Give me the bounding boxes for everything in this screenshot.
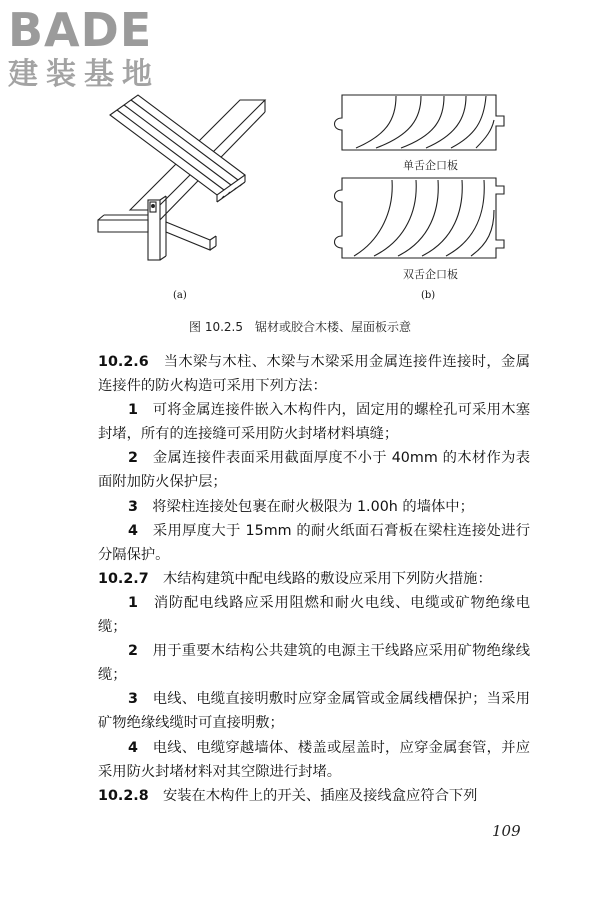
list-item: 3 将梁柱连接处包裹在耐火极限为 1.00h 的墙体中； [128, 498, 474, 515]
figure-b-board-profiles [326, 90, 516, 290]
list-item: 1 消防配电线路应采用阻燃和耐火电线、电缆或矿物绝缘电缆； [98, 594, 530, 636]
list-item: 4 电线、电缆穿越墙体、楼盖或屋盖时，应穿金属套管，并应采用防火封堵材料对其空隙进行封堵。 [98, 739, 531, 780]
figure-a-label: (a) [173, 290, 187, 301]
logo-subtitle: 建装基地 [8, 57, 160, 92]
double-tongue-label: 双舌企口板 [403, 268, 458, 281]
single-tongue-label: 单舌企口板 [403, 159, 458, 172]
logo-wordmark: BADE [8, 3, 153, 57]
clause-10-2-8: 10.2.8 安装在木构件上的开关、插座及接线盒应符合下列 [98, 787, 478, 804]
page-number: 109 [492, 822, 521, 840]
list-item: 4 采用厚度大于 15mm 的耐火纸面石膏板在梁柱连接处进行分隔保护。 [98, 522, 531, 563]
list-item: 2 用于重要木结构公共建筑的电源主干线路应采用矿物绝缘线缆； [98, 643, 531, 684]
bade-logo [8, 3, 178, 92]
figure-caption: 图 10.2.5 锯材或胶合木楼、屋面板示意 [189, 320, 411, 334]
figure-b-label: (b) [421, 290, 436, 301]
clause-10-2-7: 10.2.7 木结构建筑中配电线路的敷设应采用下列防火措施： [98, 570, 492, 587]
figure-a-floor-diagram [90, 90, 290, 290]
list-item: 1 可将金属连接件嵌入木构件内，固定用的螺栓孔可采用木塞封堵，所有的连接缝可采用防火封堵材料填缝； [98, 402, 531, 443]
list-item: 2 金属连接件表面采用截面厚度不小于 40mm 的木材作为表面附加防火保护层； [98, 450, 531, 491]
clause-10-2-6: 10.2.6 当木梁与木柱、木梁与木梁采用金属连接件连接时，金属连接件的防火构造可采用下列方法： [98, 354, 531, 395]
list-item: 3 电线、电缆直接明敷时应穿金属管或金属线槽保护；当采用矿物绝缘线缆时可直接明敷； [98, 691, 531, 732]
body-text [98, 350, 530, 808]
